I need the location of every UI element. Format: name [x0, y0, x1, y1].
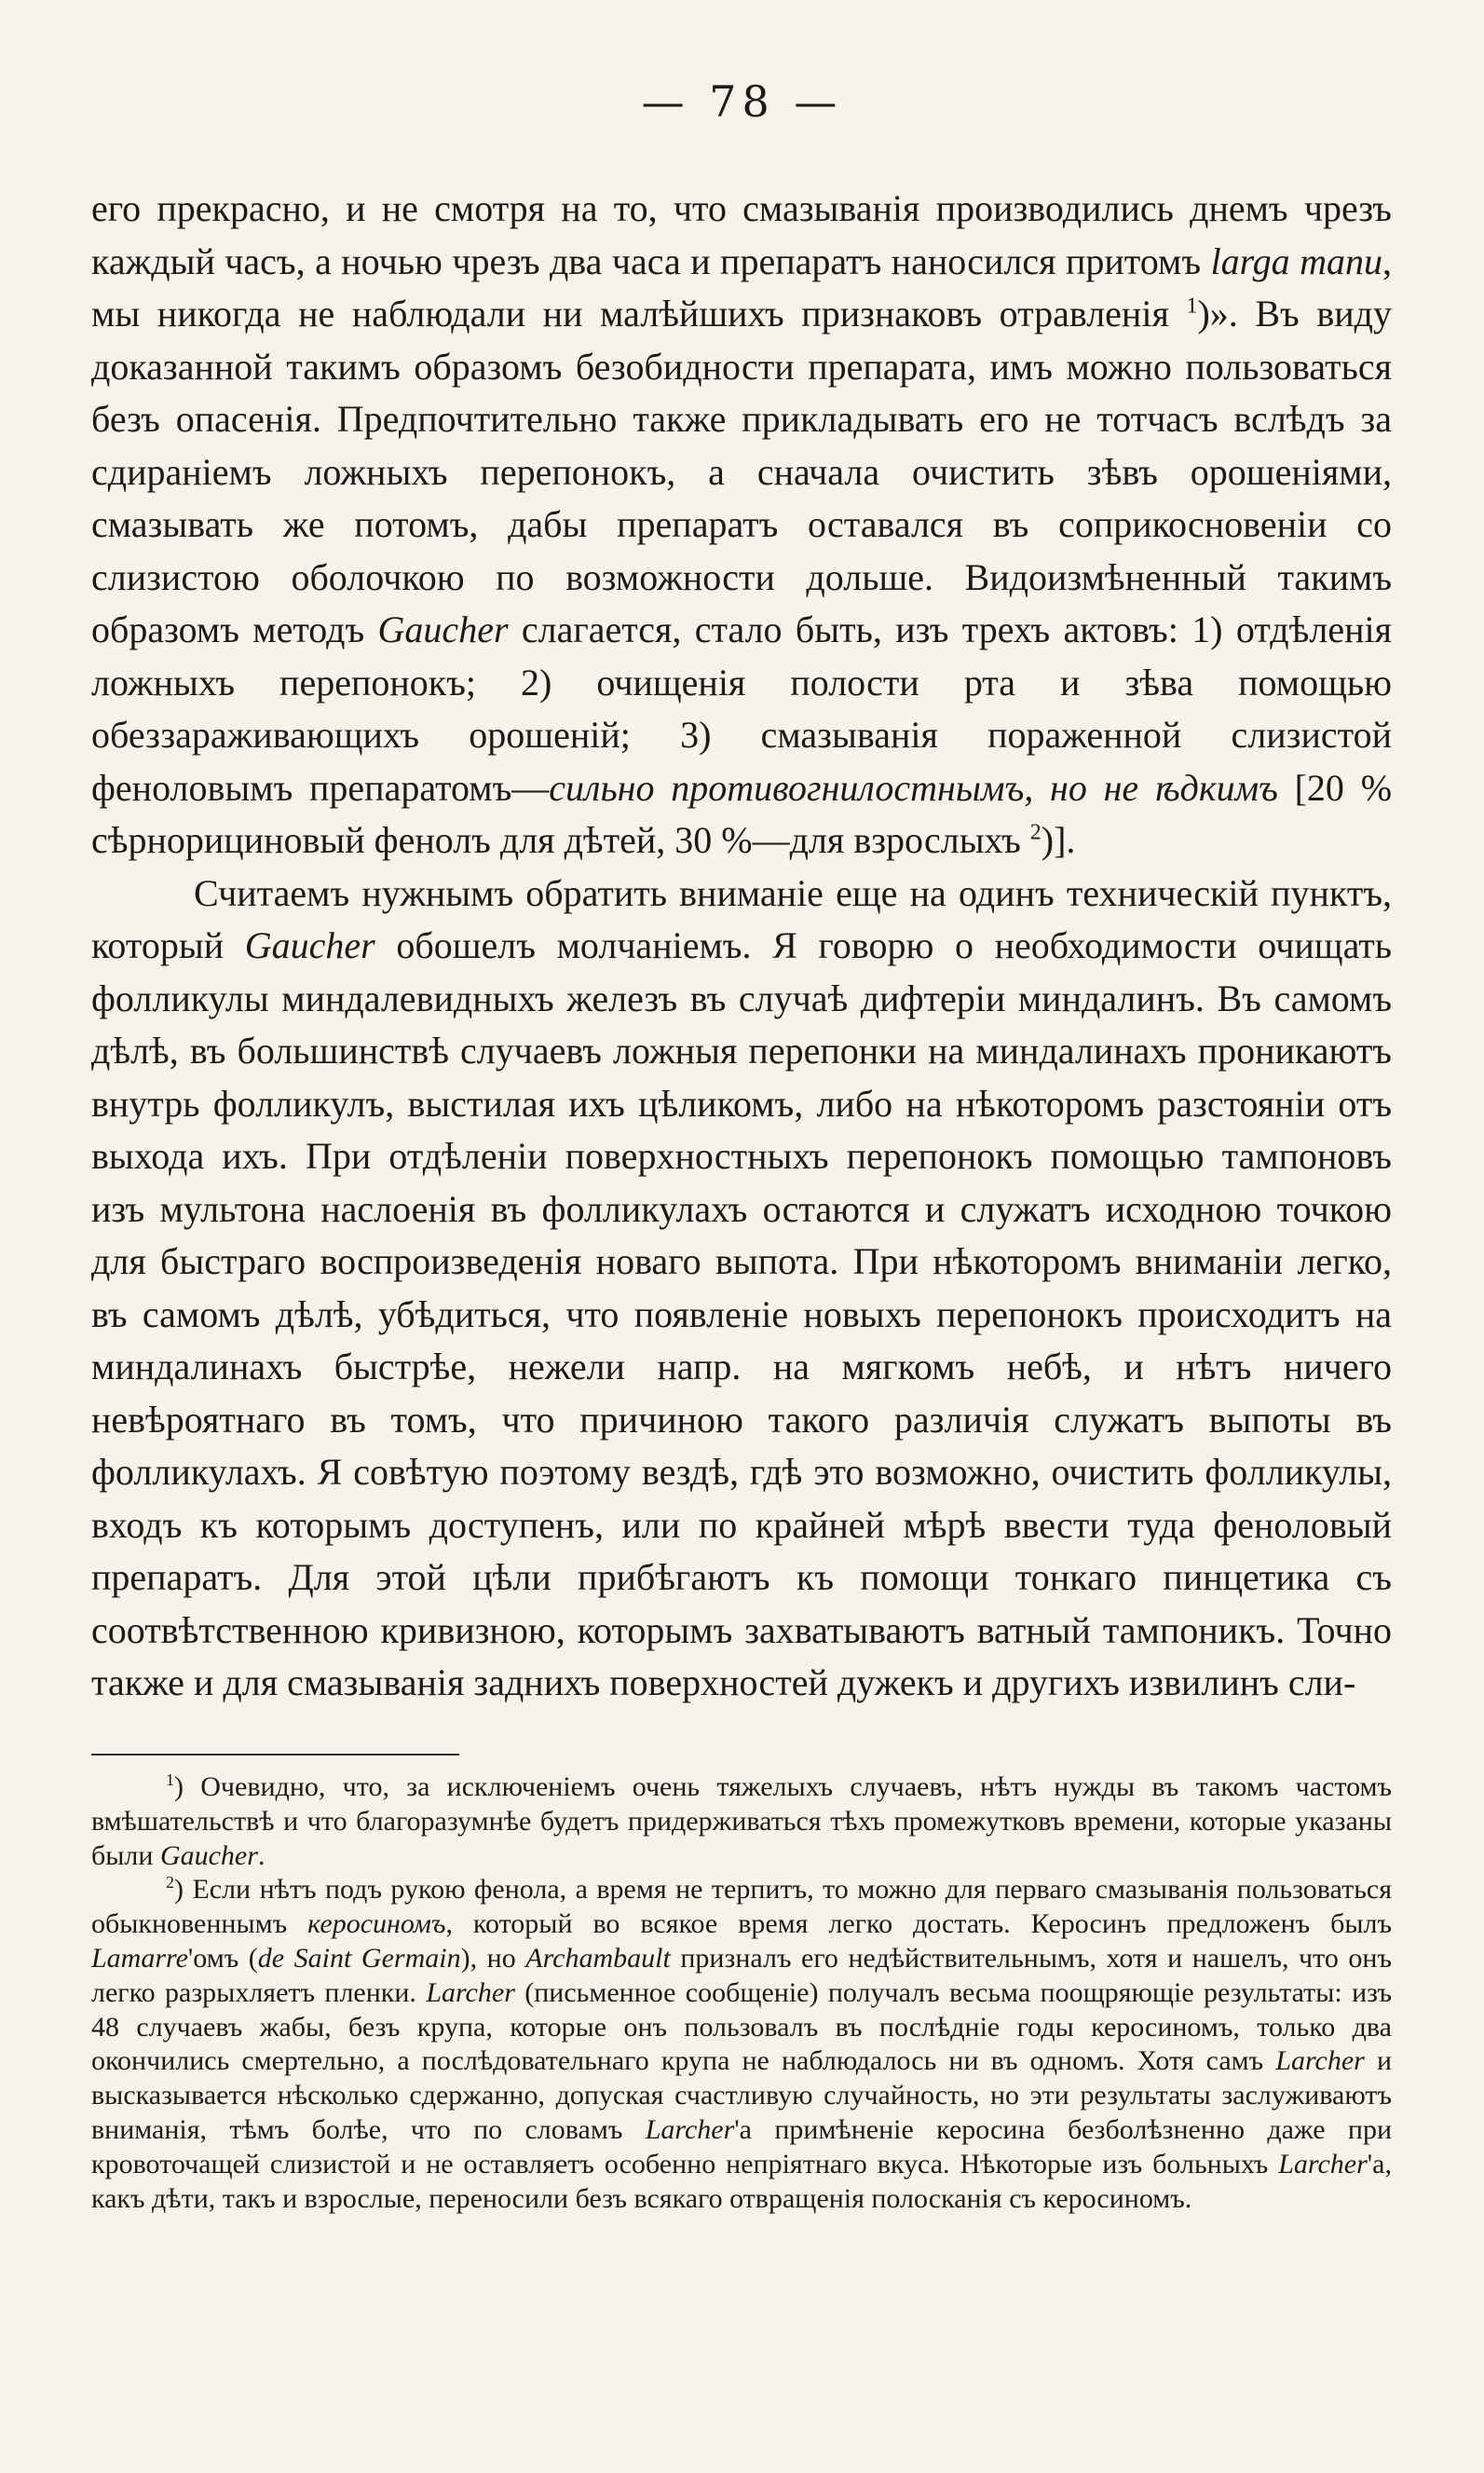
- italic-run: Larcher: [426, 1976, 515, 2008]
- italic-run: Archambault: [525, 1942, 671, 1974]
- italic-run: Gaucher: [244, 924, 375, 966]
- footnote-2: [91, 1873, 1392, 2216]
- text-run: 'а, какъ дѣти, такъ и взрослые, переносили безъ всякаго отвращенія полосканія съ керосиномъ.: [91, 2148, 1392, 2214]
- italic-run: larga manu: [1210, 239, 1382, 282]
- text-run: , мы никогда не наблюдали ни малѣйшихъ признаковъ отравленія: [91, 239, 1392, 335]
- text-run: .: [257, 1839, 265, 1871]
- text-run: , который во всякое время легко достать. Керосинъ предложенъ былъ: [445, 1908, 1392, 1940]
- paragraph-2: [91, 868, 1392, 1710]
- text-run: призналъ его недѣйствительнымъ, хотя и нашелъ, что онъ легко разрыхляетъ пленки.: [91, 1942, 1392, 2008]
- footnotes: [91, 1770, 1392, 2216]
- footnote-ref-2: 2: [1029, 820, 1042, 845]
- text-run: [20 % сѣрнорициновый фенолъ для дѣтей, 30 %—для взрослыхъ: [91, 766, 1393, 861]
- text-run: (письменное сообщеніе) получалъ весьма поощряющіе результаты: изъ 48 случаевъ жабы, безъ крупа, которые онъ пользовалъ въ послѣдніе годы керосиномъ, только два окончились смертельно, а послѣдовательнаго крупа не наблюдалось ни въ одномъ. Хотя самъ: [91, 1976, 1392, 2077]
- italic-run: Gaucher: [159, 1839, 258, 1871]
- text-run: его прекрасно, и не смотря на то, что смазыванія производились днемъ чрезъ каждый часъ, а ночью чрезъ два часа и препаратъ наносился притомъ: [91, 187, 1392, 282]
- text-run: ) Если нѣтъ подъ рукою фенола, а время не терпитъ, то можно для перваго смазыванія пользоваться обыкновеннымъ: [91, 1874, 1392, 1940]
- italic-run: Gaucher: [377, 608, 509, 650]
- text-run: ) Очевидно, что, за исключеніемъ очень тяжелыхъ случаевъ, нѣтъ нужды въ такомъ частомъ вмѣшательствѣ и что благоразумнѣе будетъ придерживаться тѣхъ промежутковъ времени, которые указаны были: [91, 1771, 1392, 1871]
- footnote-marker-2: 2: [166, 1873, 174, 1892]
- text-run: 'омъ (: [187, 1942, 258, 1974]
- paragraph-1: [91, 183, 1392, 868]
- italic-run: de Saint Germain: [257, 1942, 461, 1974]
- italic-run: Larcher: [1275, 2045, 1365, 2077]
- italic-run: Larcher: [1278, 2148, 1368, 2179]
- page-number: — 78 —: [641, 76, 843, 127]
- main-text: [91, 183, 1392, 1710]
- italic-run: сильно противогнилостнымъ, но не ѣдкимъ: [549, 766, 1278, 809]
- text-run: слагается, стало быть, изъ трехъ актовъ: 1) отдѣленія ложныхъ перепонокъ; 2) очищенія полости рта и зѣва помощью обеззараживающихъ орошеній; 3) смазыванія пораженной слизистой феноловымъ препаратомъ—: [91, 608, 1392, 809]
- italic-run: Larcher: [645, 2113, 735, 2145]
- footnote-divider: [91, 1754, 459, 1756]
- text-run: Считаемъ нужнымъ обратить вниманіе еще на одинъ техническій пунктъ, который: [91, 871, 1392, 966]
- italic-run: керосиномъ: [307, 1908, 446, 1940]
- text-run: и высказывается нѣсколько сдержанно, допуская счастливую случайность, но эти результаты заслуживаютъ вниманія, тѣмъ болѣе, что по словамъ: [91, 2045, 1392, 2145]
- footnote-marker-1: 1: [166, 1770, 174, 1789]
- text-run: ), но: [460, 1942, 526, 1974]
- italic-run: Lamarre: [91, 1942, 188, 1974]
- footnote-ref-1: 1: [1186, 294, 1198, 319]
- text-run: )].: [1041, 819, 1076, 861]
- text-run: 'а примѣненіе керосина безболѣзненно даже при кровоточащей слизистой и не оставляетъ особенно непріятнаго вкуса. Нѣкоторые изъ больныхъ: [91, 2113, 1392, 2179]
- footnote-1: [91, 1770, 1392, 1873]
- text-run: обошелъ молчаніемъ. Я говорю о необходимости очищать фолликулы миндалевидныхъ железъ въ случаѣ дифтеріи миндалинъ. Въ самомъ дѣлѣ, въ большинствѣ случаевъ ложныя перепонки на миндалинахъ проникаютъ внутрь фолликулъ, выстилая ихъ цѣликомъ, либо на нѣкоторомъ разстояніи отъ выхода ихъ. При отдѣленіи поверхностныхъ перепонокъ помощью тампоновъ изъ мультона наслоенія въ фолликулахъ остаются и служатъ исходною точкою для быстраго воспроизведенія новаго выпота. При нѣкоторомъ вниманіи легко, въ самомъ дѣлѣ, убѣдиться, что появленіе новыхъ перепонокъ происходитъ на миндалинахъ быстрѣе, нежели напр. на мягкомъ небѣ, и нѣтъ ничего невѣроятнаго въ томъ, что причиною такого различія служатъ выпоты въ фолликулахъ. Я совѣтую поэтому вездѣ, гдѣ это возможно, очистить фолликулы, входъ къ которымъ доступенъ, или по крайней мѣрѣ ввести туда феноловый препаратъ. Для этой цѣли прибѣгаютъ къ помощи тонкаго пинцетика съ соотвѣтственною кривизною, которымъ захватываютъ ватный тампоникъ. Точно также и для смазыванія заднихъ поверхностей дужекъ и другихъ извилинъ сли-: [91, 924, 1393, 1703]
- text-run: )». Въ виду доказанной такимъ образомъ безобидности препарата, имъ можно пользоваться безъ опасенія. Предпочтительно также прикладывать его не тотчасъ вслѣдъ за сдираніемъ ложныхъ перепонокъ, а сначала очистить зѣвъ орошеніями, смазывать же потомъ, дабы препаратъ оставался въ соприкосновеніи со слизистою оболочкою по возможности дольше. Видоизмѣненный такимъ образомъ методъ: [91, 293, 1392, 650]
